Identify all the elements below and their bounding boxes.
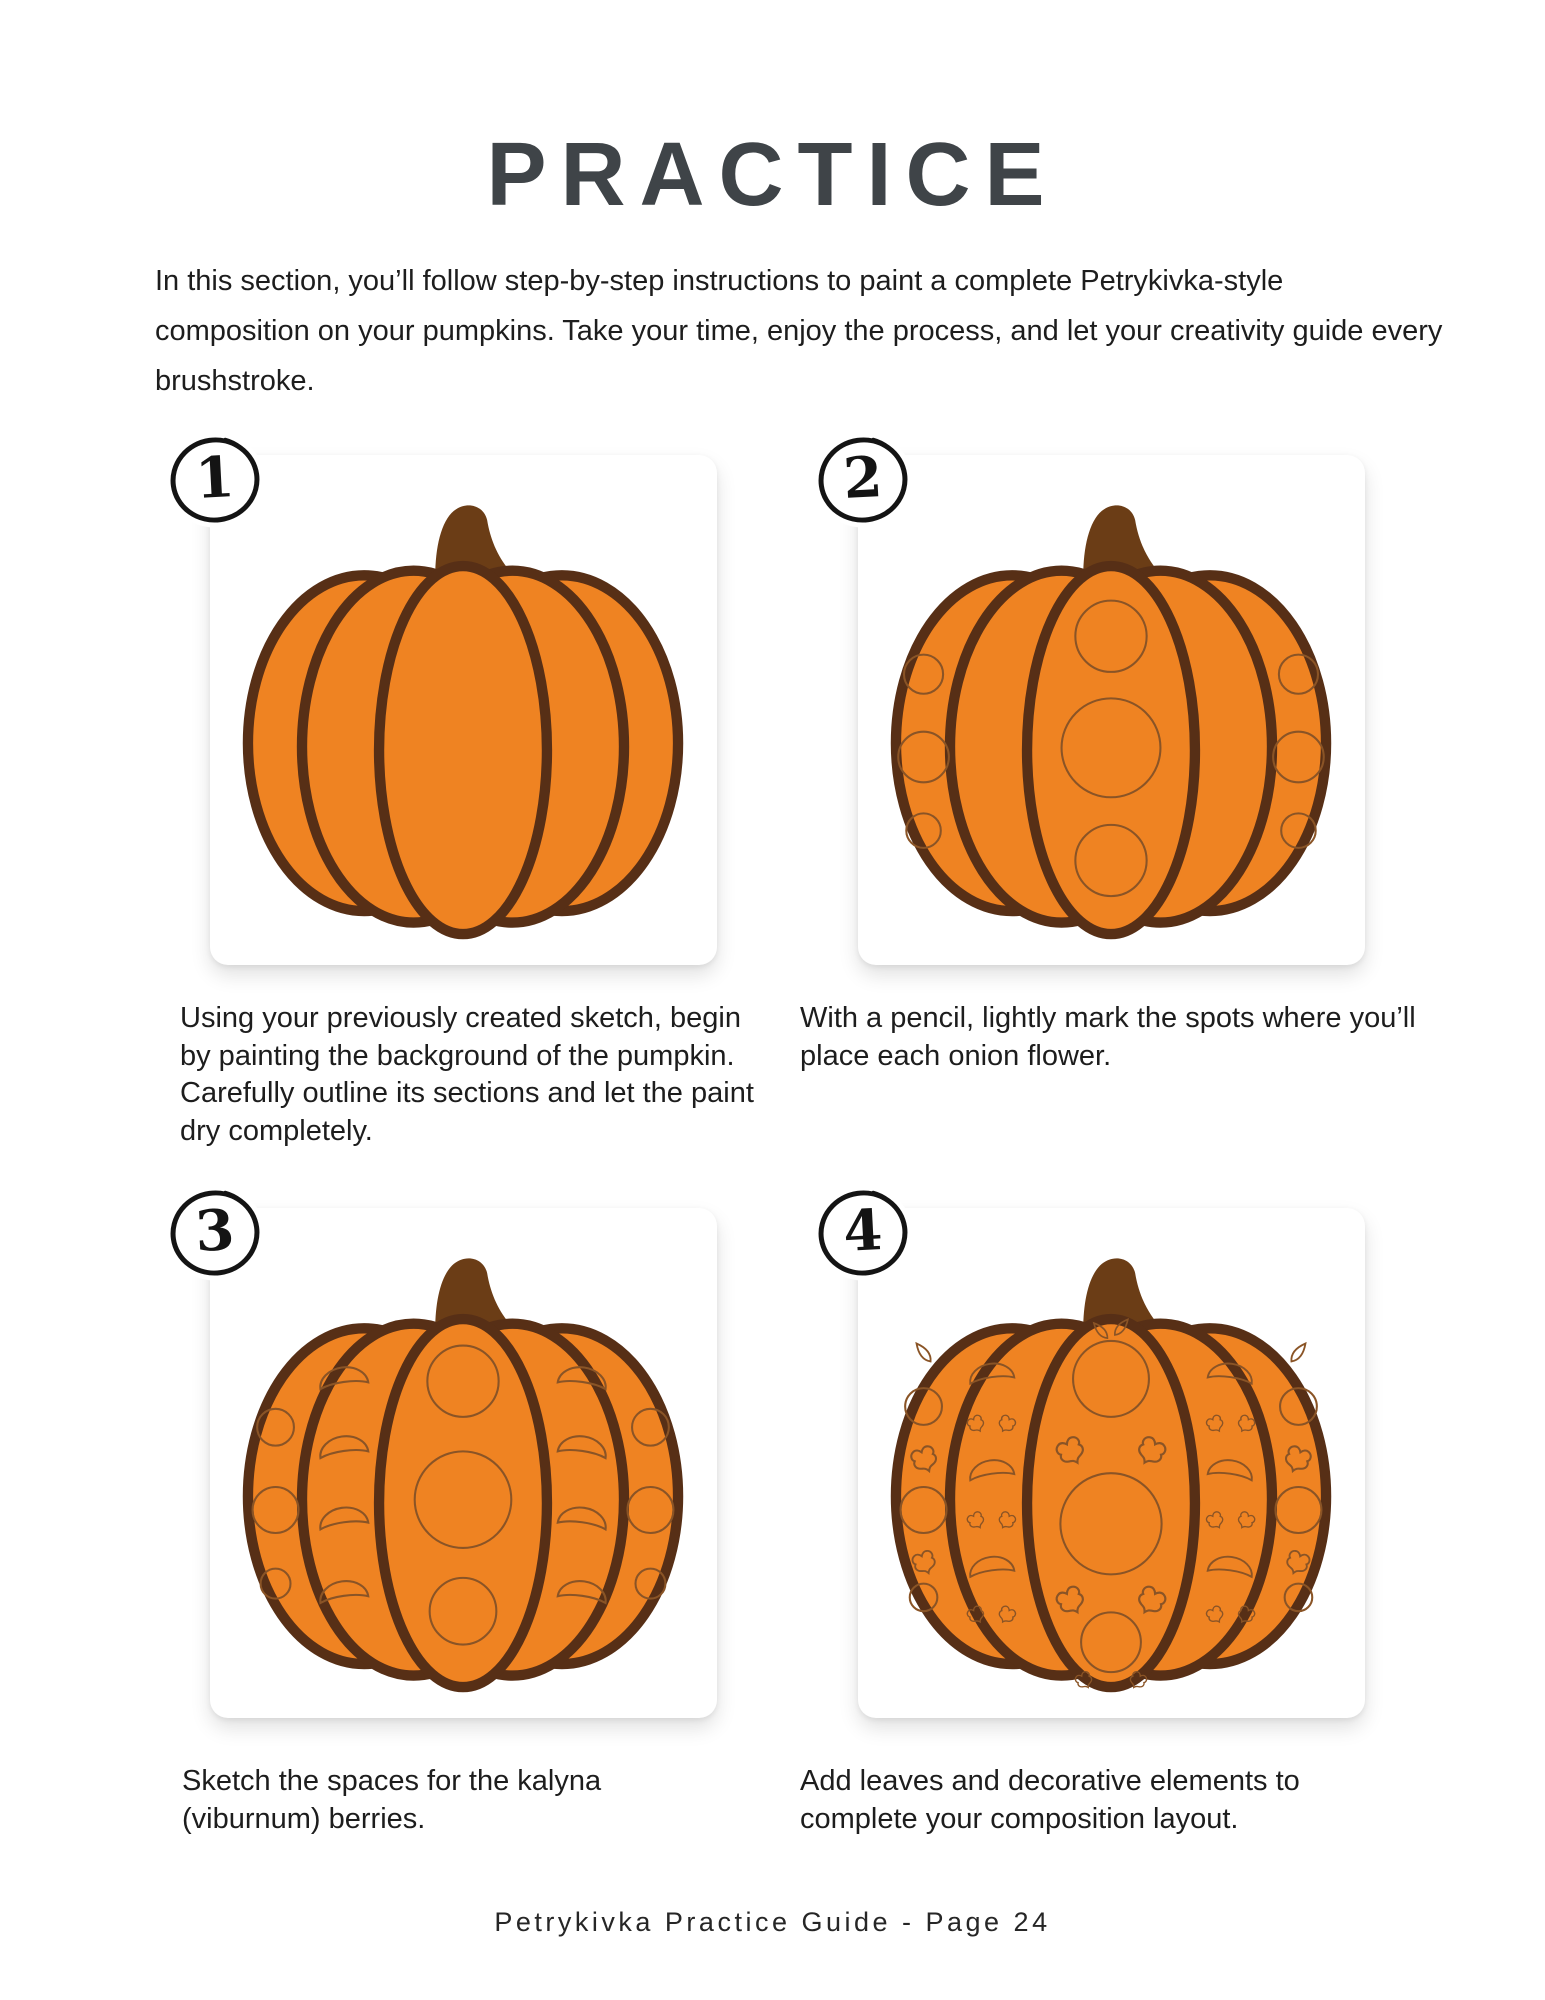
- badge-number: 3: [193, 1197, 237, 1265]
- step-card-1: [193, 444, 717, 965]
- step-badge: [165, 1183, 265, 1283]
- step-card-4: [841, 1197, 1365, 1718]
- step-caption: Sketch the spaces for the kalyna (viburnum) berries.: [182, 1765, 602, 1835]
- step-card-3: [193, 1197, 717, 1718]
- pumpkin-illustration-step-2: [881, 481, 1341, 941]
- pumpkin-illustration-step-3: [233, 1234, 693, 1694]
- page-title: PRACTICE: [486, 125, 1059, 225]
- step-caption: Add leaves and decorative elements to complete your composition layout.: [800, 1765, 1300, 1835]
- step-badge: [165, 430, 265, 530]
- footer-text: Petrykivka Practice Guide - Page 24: [494, 1907, 1051, 1937]
- pumpkin-illustration-step-1: [233, 481, 693, 941]
- step-card-2: [841, 444, 1365, 965]
- badge-number: 2: [841, 444, 885, 512]
- step-caption: With a pencil, lightly mark the spots where you’ll place each onion flower.: [800, 1002, 1416, 1072]
- badge-number: 4: [841, 1197, 885, 1265]
- step-badge: [813, 430, 913, 530]
- badge-number: 1: [193, 444, 237, 512]
- pumpkin-illustration-step-4: [881, 1234, 1341, 1694]
- step-caption: Using your previously created sketch, begin by painting the background of the pumpkin. Carefully outline its sections and let the paint dry completely.: [180, 1002, 754, 1147]
- intro-text: In this section, you’ll follow step-by-step instructions to paint a complete Petrykivka-style composition on your pumpkins. Take your time, enjoy the process, and let your creativity guide every brushstroke.: [155, 265, 1443, 397]
- step-badge: [813, 1183, 913, 1283]
